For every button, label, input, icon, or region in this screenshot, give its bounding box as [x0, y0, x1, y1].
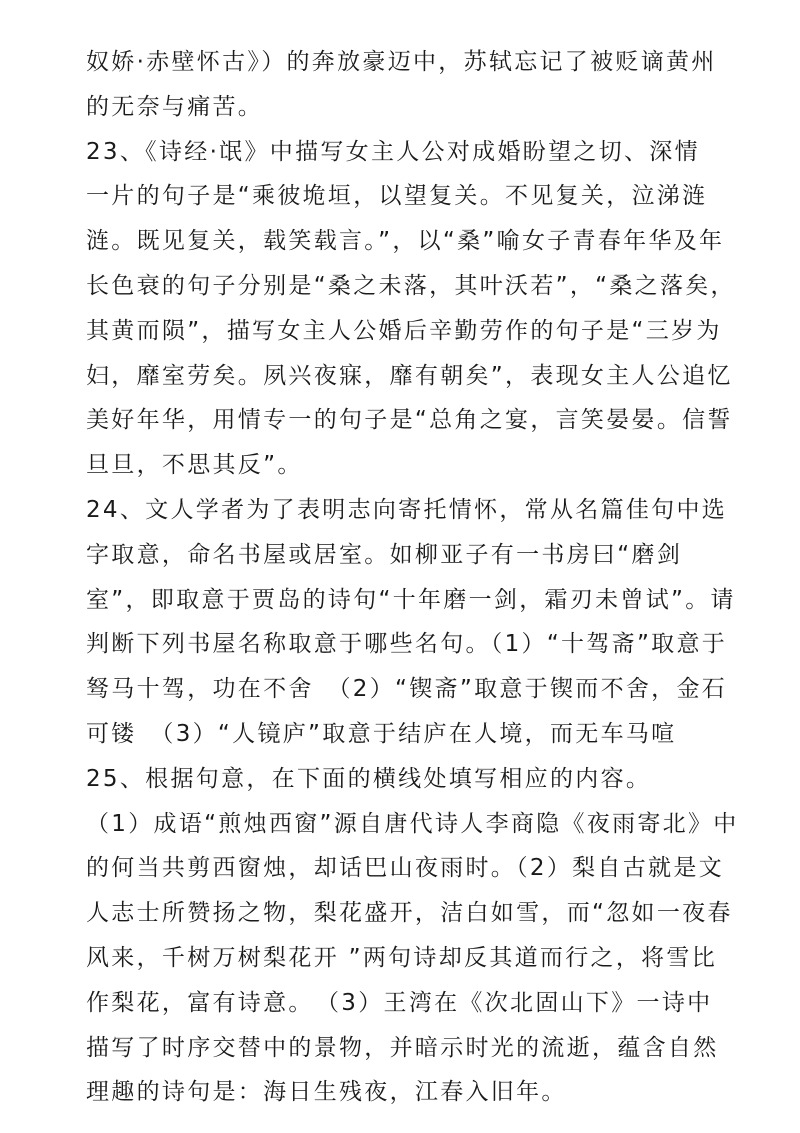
- paragraph-q25: [86, 757, 726, 802]
- text-line: （1）成语“煎烛西窗”源自唐代诗人李商隐《夜雨寄北》中: [86, 810, 739, 837]
- text-line: 涟。既见复关，载笑载言。”，以“桑”喻女子青春年华及年: [86, 228, 725, 255]
- text-line: 人志士所赞扬之物，梨花盛开，洁白如雪，而“忽如一夜春: [86, 900, 733, 927]
- text-line: 一片的句子是“乘彼垝垣，以望复关。不见复关，泣涕涟: [86, 183, 708, 210]
- text-line: 风来，千树万树梨花开 ”两句诗却反其道而行之，将雪比: [86, 944, 718, 971]
- text-line: 室”，即取意于贾岛的诗句“十年磨一剑，霜刃未曾试”。请: [86, 586, 736, 613]
- text-line: 美好年华，用情专一的句子是“总角之宴，言笑晏晏。信誓: [86, 407, 733, 434]
- document-page: [86, 40, 739, 1115]
- text-line: 理趣的诗句是：海日生残夜，江春入旧年。: [86, 1079, 567, 1106]
- text-line: 长色衰的句子分别是“桑之未落，其叶沃若”，“桑之落矣，: [86, 272, 736, 299]
- text-line: 字取意，命名书屋或居室。如柳亚子有一书房曰“磨剑: [86, 541, 683, 568]
- text-line: 的何当共剪西窗烛，却话巴山夜雨时。（2）梨自古就是文: [86, 855, 724, 882]
- text-line: 的无奈与痛苦。: [86, 93, 264, 120]
- text-line: 驽马十驾，功在不舍 （2）“锲斋”取意于锲而不舍，金石: [86, 676, 728, 703]
- text-line: 奴娇·赤壁怀古》）的奔放豪迈中，苏轼忘记了被贬谪黄州: [86, 49, 717, 75]
- paragraph-q24: [86, 488, 736, 757]
- paragraph-q25-body: [86, 802, 739, 1116]
- text-line: 可镂 （3）“人镜庐”取意于结庐在人境，而无车马喧: [86, 720, 677, 747]
- text-line: 25、根据句意，在下面的横线处填写相应的内容。: [86, 765, 652, 792]
- text-line: 旦旦，不思其反”。: [86, 452, 303, 479]
- text-line: 妇，靡室劳矣。夙兴夜寐，靡有朝矣”，表现女主人公追忆: [86, 362, 733, 389]
- text-line: 判断下列书屋名称取意于哪些名句。（1）“十驾斋”取意于: [86, 631, 728, 658]
- text-line: 作梨花，富有诗意。 （3）王湾在《次北固山下》一诗中: [86, 989, 713, 1016]
- paragraph-q23: [86, 130, 736, 488]
- text-line: 描写了时序交替中的景物，并暗示时光的流逝，蕴含自然: [86, 1034, 719, 1061]
- paragraph-q22-tail: [86, 40, 726, 130]
- text-line: 23、《诗经·氓》中描写女主人公对成婚盼望之切、深情: [86, 138, 700, 165]
- text-line: 其黄而陨”，描写女主人公婚后辛勤劳作的句子是“三岁为: [86, 317, 722, 344]
- text-line: 24、文人学者为了表明志向寄托情怀，常从名篇佳句中选: [86, 496, 728, 523]
